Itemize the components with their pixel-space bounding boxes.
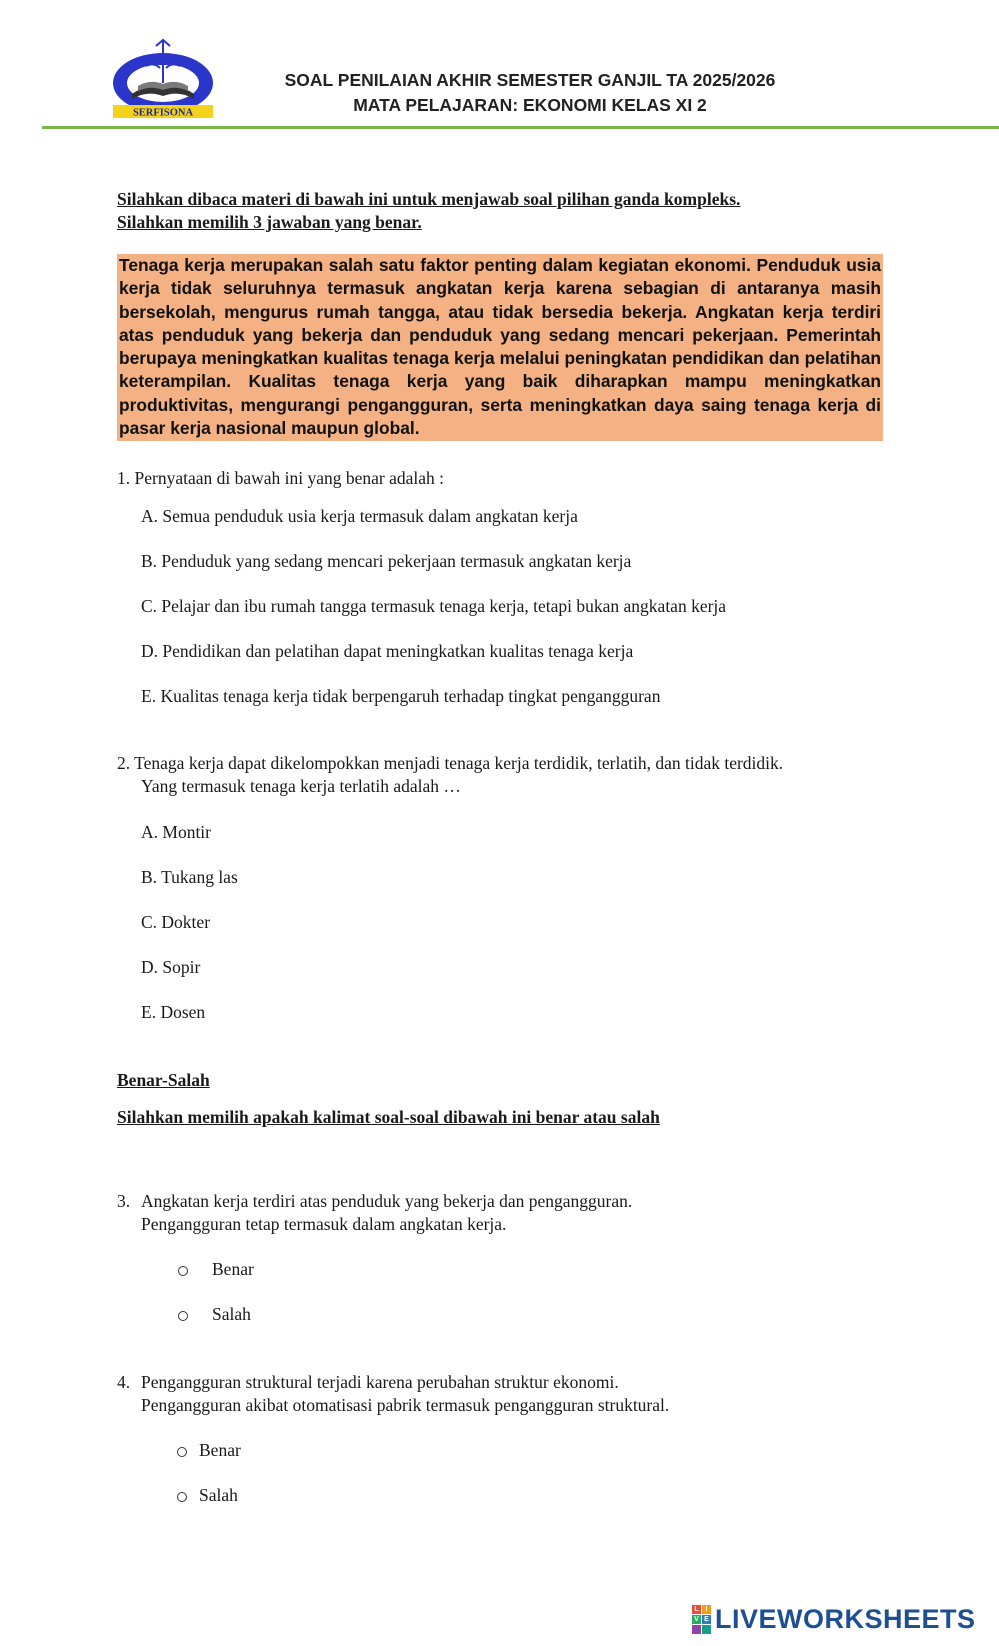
- logo-letter-l: L: [692, 1605, 701, 1614]
- section-instruction-benar-salah: Silahkan memilih apakah kalimat soal-soal dibawah ini benar atau salah: [117, 1107, 660, 1127]
- question-4-line-2: Pengangguran akibat otomatisasi pabrik termasuk pengangguran struktural.: [141, 1395, 670, 1415]
- logo-cell-5: [692, 1625, 701, 1634]
- q3-benar-label[interactable]: Benar: [212, 1259, 254, 1279]
- q4-benar-radio[interactable]: [177, 1447, 187, 1457]
- q2-option-a[interactable]: A. Montir: [141, 822, 211, 842]
- question-3-number: 3.: [117, 1191, 131, 1211]
- liveworksheets-logo-icon: [692, 1605, 711, 1634]
- q4-benar-label[interactable]: Benar: [199, 1440, 241, 1460]
- reading-passage: Tenaga kerja merupakan salah satu faktor penting dalam kegiatan ekonomi. Penduduk usia kerja tidak seluruhnya termasuk angkatan kerja karena sebagian di antaranya masih bersekolah, mengurus rumah tangga, atau tidak bersedia bekerja. Angkatan kerja terdiri atas penduduk yang bekerja dan penduduk yang sedang mencari pekerjaan. Pemerintah berupaya meningkatkan kualitas tenaga kerja melalui peningkatan pendidikan dan pelatihan keterampilan. Kualitas tenaga kerja yang baik diharapkan mampu meningkatkan produktivitas, mengurangi pengangguran, serta meningkatkan daya saing tenaga kerja di pasar kerja nasional maupun global.: [117, 254, 883, 441]
- q3-salah-radio[interactable]: [178, 1311, 188, 1321]
- question-2-text-line-1: 2. Tenaga kerja dapat dikelompokkan menjadi tenaga kerja terdidik, terlatih, dan tidak terdidik.: [117, 753, 784, 773]
- question-3-line-2: Pengangguran tetap termasuk dalam angkatan kerja.: [141, 1214, 507, 1234]
- q2-option-d[interactable]: D. Sopir: [141, 957, 201, 977]
- q3-salah-label[interactable]: Salah: [212, 1304, 251, 1324]
- instruction-line-1: Silahkan dibaca materi di bawah ini untuk menjawab soal pilihan ganda kompleks.: [117, 189, 741, 209]
- question-4-number: 4.: [117, 1372, 131, 1392]
- q3-benar-radio[interactable]: [178, 1266, 188, 1276]
- q1-option-a[interactable]: A. Semua penduduk usia kerja termasuk dalam angkatan kerja: [141, 506, 578, 526]
- subject-title: MATA PELAJARAN: EKONOMI KELAS XI 2: [353, 95, 707, 115]
- logo-letter-i: I: [702, 1605, 711, 1614]
- logo-letter-v: V: [692, 1615, 701, 1624]
- q1-option-b[interactable]: B. Penduduk yang sedang mencari pekerjaan termasuk angkatan kerja: [141, 551, 632, 571]
- q4-salah-label[interactable]: Salah: [199, 1485, 238, 1505]
- q2-option-e[interactable]: E. Dosen: [141, 1002, 206, 1022]
- exam-title: SOAL PENILAIAN AKHIR SEMESTER GANJIL TA 2025/2026: [284, 70, 776, 90]
- liveworksheets-watermark: [692, 1602, 976, 1636]
- q1-option-c[interactable]: C. Pelajar dan ibu rumah tangga termasuk tenaga kerja, tetapi bukan angkatan kerja: [141, 596, 727, 616]
- question-3-line-1: Angkatan kerja terdiri atas penduduk yang bekerja dan pengangguran.: [141, 1191, 633, 1211]
- liveworksheets-text: LIVEWORKSHEETS: [715, 1603, 976, 1634]
- q1-option-d[interactable]: D. Pendidikan dan pelatihan dapat meningkatkan kualitas tenaga kerja: [141, 641, 634, 661]
- question-4-line-1: Pengangguran struktural terjadi karena perubahan struktur ekonomi.: [141, 1372, 619, 1392]
- header-divider: [42, 126, 999, 129]
- question-1-text: 1. Pernyataan di bawah ini yang benar adalah :: [117, 468, 445, 488]
- school-logo: [110, 36, 216, 118]
- q1-option-e[interactable]: E. Kualitas tenaga kerja tidak berpengaruh terhadap tingkat pengangguran: [141, 686, 661, 706]
- q2-option-b[interactable]: B. Tukang las: [141, 867, 238, 887]
- logo-text: SERFISONA: [132, 107, 194, 118]
- section-heading-benar-salah: Benar-Salah: [117, 1070, 210, 1090]
- q2-option-c[interactable]: C. Dokter: [141, 912, 211, 932]
- logo-cell-6: [702, 1625, 711, 1634]
- instruction-line-2: Silahkan memilih 3 jawaban yang benar.: [117, 212, 422, 232]
- question-2-text-line-2: Yang termasuk tenaga kerja terlatih adalah …: [141, 776, 461, 796]
- q4-salah-radio[interactable]: [177, 1492, 187, 1502]
- logo-letter-e: E: [702, 1615, 711, 1624]
